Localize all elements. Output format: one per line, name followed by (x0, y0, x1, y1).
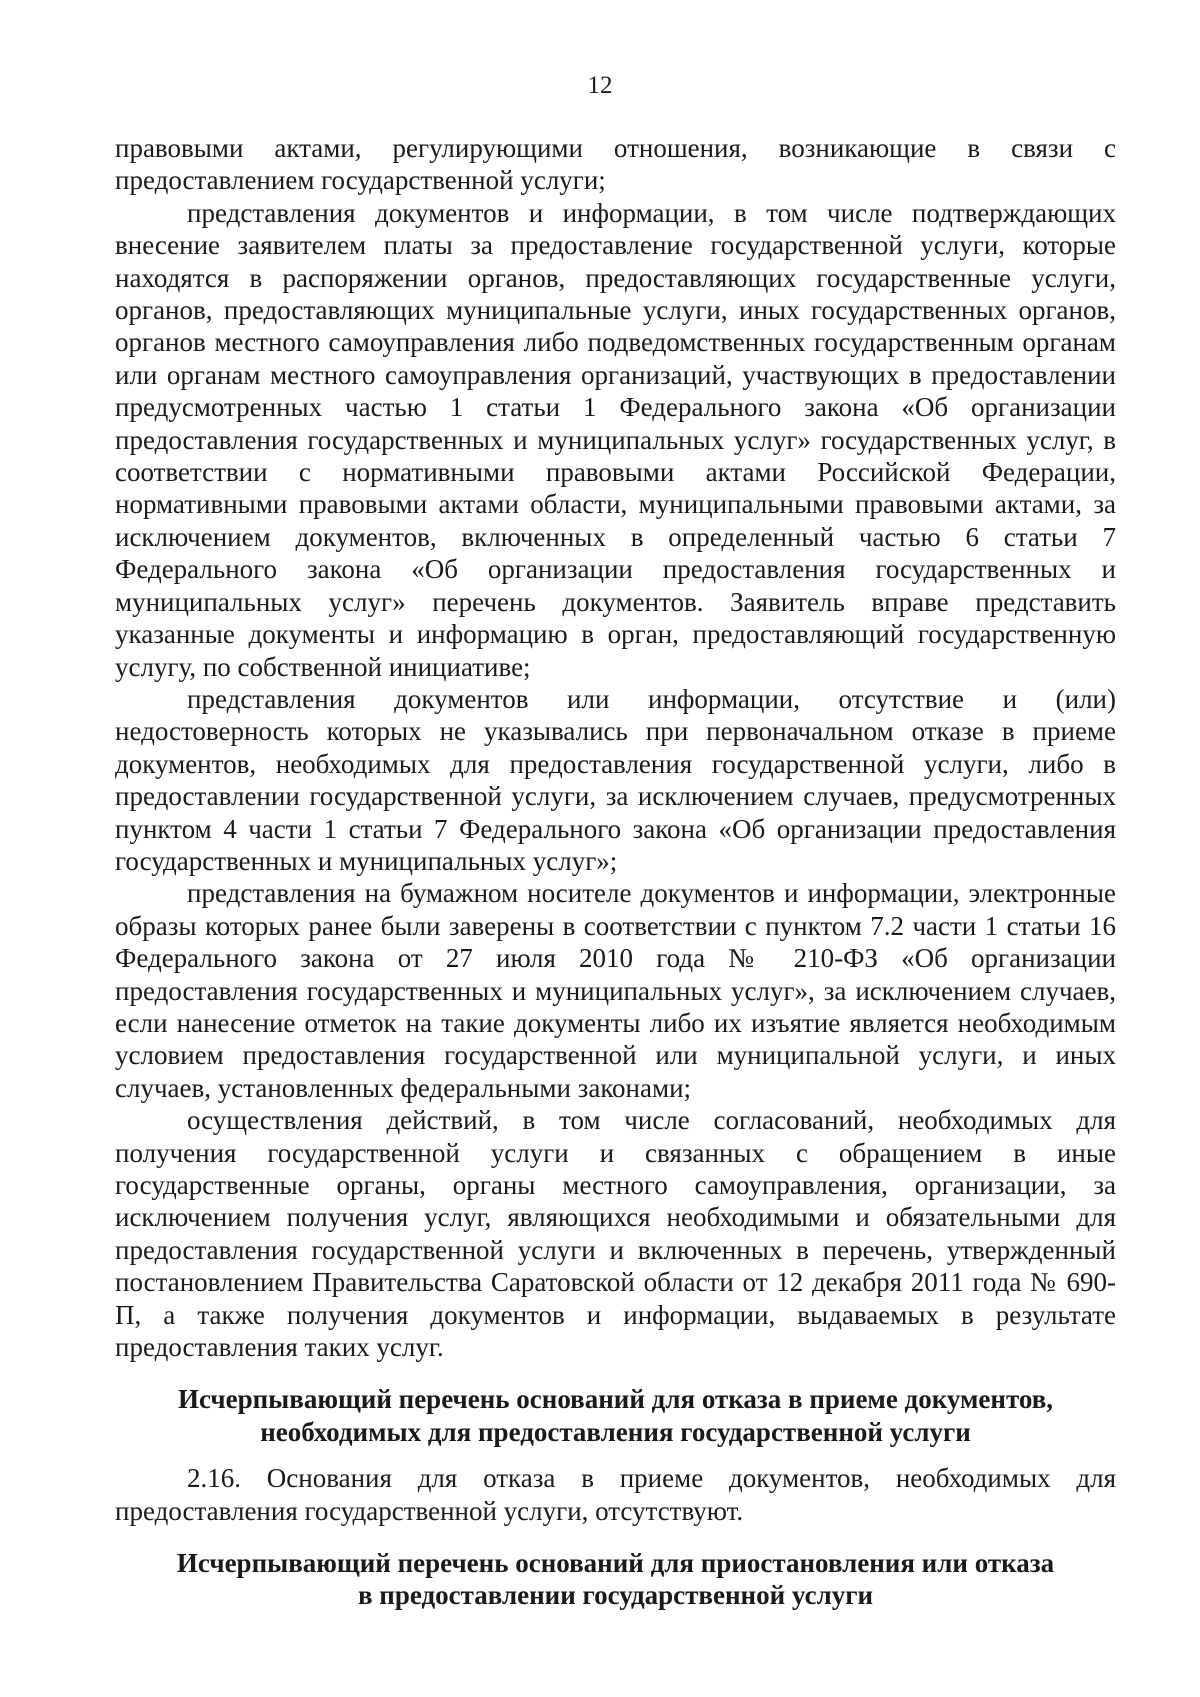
page-number: 12 (587, 72, 613, 99)
paragraph-paper-documents: представления на бумажном носителе документов и информации, электронные образы которых ранее были заверены в соответствии с пунктом 7.2 части 1 статьи 16 Федерального закона от 27 июля 2010 года № 210-ФЗ «Об организации предоставления государственных и муниципальных услуг», за исключением случаев, если нанесение отметок на такие документы либо их изъятие является необходимым условием предоставления государственной или муниципальной услуги, и иных случаев, установленных федеральными законами; (115, 878, 1116, 1103)
paragraph-2-16: 2.16. Основания для отказа в приеме документов, необходимых для предоставления государственной услуги, отсутствуют. (115, 1463, 1116, 1526)
paragraph-documents-in-possession: представления документов и информации, в том числе подтверждающих внесение заявителем платы за предоставление государственной услуги, которые находятся в распоряжении органов, предоставляющих государственные услуги, органов, предоставляющих муниципальные услуги, иных государственных органов, органов местного самоуправления либо подведомственных государственным органам или органам местного самоуправления организаций, участвующих в предоставлении предусмотренных частью 1 статьи 1 Федерального закона «Об организации предоставления государственных и муниципальных услуг» государственных услуг, в соответствии с нормативными правовыми актами Российской Федерации, нормативными правовыми актами области, муниципальными правовыми актами, за исключением документов, включенных в определенный частью 6 статьи 7 Федерального закона «Об организации предоставления государственных и муниципальных услуг» перечень документов. Заявитель вправе представить указанные документы и информацию в орган, предоставляющий государственную услугу, по собственной инициативе; (115, 197, 1116, 682)
section-heading-line: необходимых для предоставления государственной услуги (260, 1416, 971, 1447)
section-heading-line: Исчерпывающий перечень оснований для отказа в приеме документов, (177, 1384, 1054, 1415)
paragraph-actions-approvals: осуществления действий, в том числе согласований, необходимых для получения государственной услуги и связанных с обращением в иные государственные органы, органы местного самоуправления, организации, за исключением получения услуг, являющихся необходимыми и обязательными для предоставления государственной услуги и включенных в перечень, утвержденный постановлением Правительства Саратовской области от 12 декабря 2011 года № 690-П, а также получения документов и информации, выдаваемых в результате предоставления таких услуг. (115, 1105, 1116, 1363)
section-heading-line: Исчерпывающий перечень оснований для приостановления или отказа (176, 1548, 1055, 1579)
document-body (115, 132, 1116, 1626)
section-heading-line: в предоставлении государственной услуги (357, 1580, 874, 1611)
section-heading-refusal-to-accept (115, 1383, 1116, 1448)
paragraph-continuation: правовыми актами, регулирующими отношения, возникающие в связи с предоставлением государственной услуги; (115, 133, 1116, 196)
section-heading-suspension-or-refusal (115, 1547, 1116, 1612)
paragraph-missing-information: представления документов или информации, отсутствие и (или) недостоверность которых не указывались при первоначальном отказе в приеме документов, необходимых для предоставления государственной услуги, либо в предоставлении государственной услуги, за исключением случаев, предусмотренных пунктом 4 части 1 статьи 7 Федерального закона «Об организации предоставления государственных и муниципальных услуг»; (115, 683, 1116, 876)
